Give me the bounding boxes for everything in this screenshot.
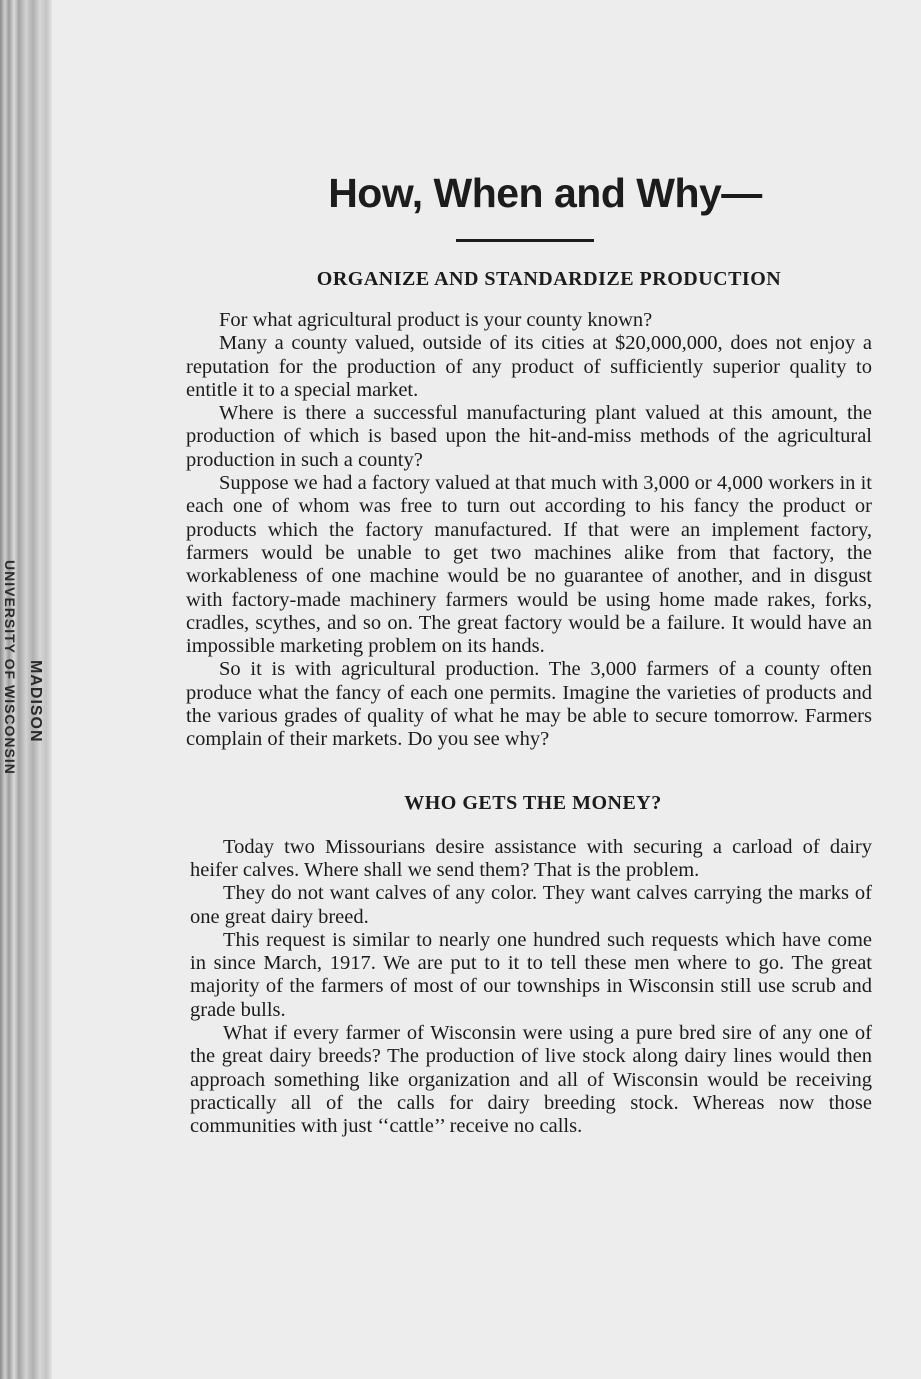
stamp-line-city: MADISON [27, 660, 44, 743]
page-title: How, When and Why— [328, 170, 762, 216]
paragraph: So it is with agricultural production. The 3,000 farmers of a county often produce what the fancy of each one permits. Imagine the varieties of products and the various grades of quality of what he may be able to secure tomorrow. Farmers complain of their markets. Do you see why? [186, 658, 872, 751]
paragraph: Many a county valued, outside of its cities at $20,000,000, does not enjoy a reputation for the production of any product of sufficiently superior quality to entitle it to a special market. [186, 332, 872, 401]
stamp-line-university: UNIVERSITY OF WISCONSIN [2, 560, 18, 775]
section-body-organize [186, 309, 872, 752]
title-rule [456, 239, 594, 242]
section-heading-money: WHO GETS THE MONEY? [404, 791, 662, 814]
section-body-money [186, 836, 872, 1139]
paragraph: They do not want calves of any color. They want calves carrying the marks of one great dairy breed. [190, 882, 872, 928]
paragraph: For what agricultural product is your county known? [219, 309, 653, 331]
paragraph: Where is there a successful manufacturing plant valued at this amount, the production of which is based upon the hit-and-miss methods of the agricultural production in such a county? [186, 402, 872, 471]
paragraph: Suppose we had a factory valued at that much with 3,000 or 4,000 workers in it each one of whom was free to turn out according to his fancy the product or products which the factory manufactured. If that were an implement factory, farmers would be unable to get two machines alike from that factory, the workableness of one machine would be no guarantee of another, and in disgust with factory-made machinery farmers would be using home made rakes, forks, cradles, scythes, and so on. The great factory would be a failure. It would have an impossible marketing problem on its hands. [186, 472, 872, 658]
page-content [186, 170, 872, 1139]
paragraph: What if every farmer of Wisconsin were using a pure bred sire of any one of the great dairy breeds? The production of live stock along dairy lines would then approach something like organization and all of Wisconsin would be receiving practically all of the calls for dairy breeding stock. Whereas now those communities with just ‘‘cattle’’ receive no calls. [190, 1022, 872, 1138]
library-stamp [2, 560, 48, 870]
paragraph: This request is similar to nearly one hundred such requests which have come in since March, 1917. We are put to it to tell these men where to go. The great majority of the farmers of most of our townships in Wisconsin still use scrub and grade bulls. [190, 928, 872, 1021]
paragraph: Today two Missourians desire assistance with securing a carload of dairy heifer calves. Where shall we send them? That is the problem. [190, 835, 872, 881]
section-heading-organize: ORGANIZE AND STANDARDIZE PRODUCTION [316, 268, 782, 290]
